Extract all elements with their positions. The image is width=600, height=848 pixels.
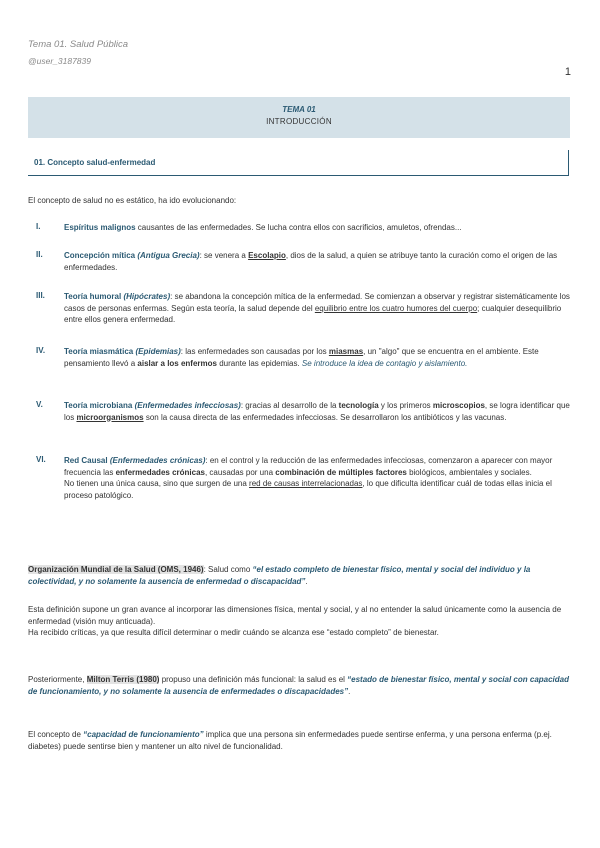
item-head: Teoría microbiana — [64, 401, 133, 410]
oms-definition: Organización Mundial de la Salud (OMS, 1946): Salud como “el estado completo de bienestar físico, mental y social del individuo y la colectividad, y no solamente la ausencia de enfermedad o discapacidad”. — [28, 565, 531, 586]
paragraph: Esta definición supone un gran avance al incorporar las dimensiones física, mental y social, y al no entender la salud únicamente como la ausencia de enfermedad (visión muy anticuada). Ha recibido críticas, ya que resulta difícil determinar o medir cuándo se alcanza ese “estado completo” de bienestar. — [28, 605, 562, 637]
oms-org: Organización Mundial de la Salud (OMS, 1946) — [28, 565, 204, 574]
terris-definition: Posteriormente, Milton Terris (1980) propuso una definición más funcional: la salud es el “estado de bienestar físico, mental y social con capacidad de funcionamiento, y no solamente la ausencia de enfermedades o discapacidades”. — [28, 675, 569, 696]
terris-quote: “estado de bienestar físico, mental y social con capacidad de funcionamiento, y no solamente la ausencia de enfermedades o discapacidades” — [28, 675, 569, 696]
page-number: 1 — [564, 66, 571, 78]
item-number: II. — [36, 250, 43, 259]
list-item: Red Causal (Enfermedades crónicas): en el control y la reducción de las enfermedades infecciosas, comenzaron a aparecer con mayor frecuencia las enfermedades crónicas, causadas por una combinación de múltiples factores biológicos, ambientales y sociales. No tienen una única causa, sino que surgen de una red de causas interrelacionadas, lo que dificulta identificar cuál de todas ellas inicia el proceso patológico. — [64, 456, 553, 500]
banner-topic: TEMA 01 — [282, 105, 316, 114]
item-head: Concepción mítica — [64, 251, 136, 260]
item-number: VI. — [36, 455, 46, 464]
terris-name: Milton Terris (1980) — [86, 675, 160, 684]
intro-paragraph: El concepto de salud no es estático, ha ido evolucionando: — [28, 196, 237, 205]
section-heading — [28, 150, 569, 176]
item-number: IV. — [36, 346, 46, 355]
header-title: Tema 01. Salud Pública — [28, 39, 128, 50]
item-number: I. — [36, 222, 41, 231]
item-head: Teoría miasmática — [64, 347, 134, 356]
list-item: Teoría microbiana (Enfermedades infecciosas): gracias al desarrollo de la tecnología y los primeros microscopios, se logra identificar que los microorganismos son la causa directa de las enfermedades infecciosas. Se desarrollaron los antibióticos y las vacunas. — [64, 401, 570, 422]
banner-subtitle: INTRODUCCIÓN — [266, 117, 332, 126]
document-header — [28, 37, 128, 69]
header-user: @user_3187839 — [28, 56, 91, 66]
item-head: Espíritus malignos — [64, 223, 136, 232]
capacidad-paragraph: El concepto de “capacidad de funcionamiento” implica que una persona sin enfermedades puede sentirse enferma, y una persona enferma (p.ej. diabetes) puede sentirse bien y mantener un alto nivel de funcionalidad. — [28, 730, 552, 751]
list-item: Teoría humoral (Hipócrates): se abandona la concepción mítica de la enfermedad. Se comienzan a observar y registrar sistemáticamente los casos de personas enfermas. Según esta teoría, la salud depende del equilibrio entre los cuatro humores del cuerpo; cualquier desequilibrio entre ellos genera enfermedad. — [64, 292, 570, 324]
item-head: Red Causal — [64, 456, 108, 465]
list-item: Espíritus malignos causantes de las enfermedades. Se lucha contra ellos con sacrificios, amuletos, ofrendas... — [64, 223, 462, 232]
list-item: Concepción mítica (Antigua Grecia): se venera a Escolapio, dios de la salud, a quien se atribuye tanto la curación como el origen de las enfermedades. — [64, 251, 558, 272]
list-item: Teoría miasmática (Epidemias): las enfermedades son causadas por los miasmas, un "algo" que se encuentra en el ambiente. Este pensamiento llevó a aislar a los enfermos durante las epidemias. Se introduce la idea de contagio y aislamiento. — [64, 347, 539, 368]
item-number: V. — [36, 400, 43, 409]
topic-banner — [28, 97, 570, 138]
item-number: III. — [36, 291, 45, 300]
section-title: 01. Concepto salud-enfermedad — [34, 158, 156, 167]
item-head: Teoría humoral — [64, 292, 122, 301]
oms-quote: “el estado completo de bienestar físico, mental y social del individuo y la colectividad, y no solamente la ausencia de enfermedad o discapacidad” — [28, 565, 531, 586]
